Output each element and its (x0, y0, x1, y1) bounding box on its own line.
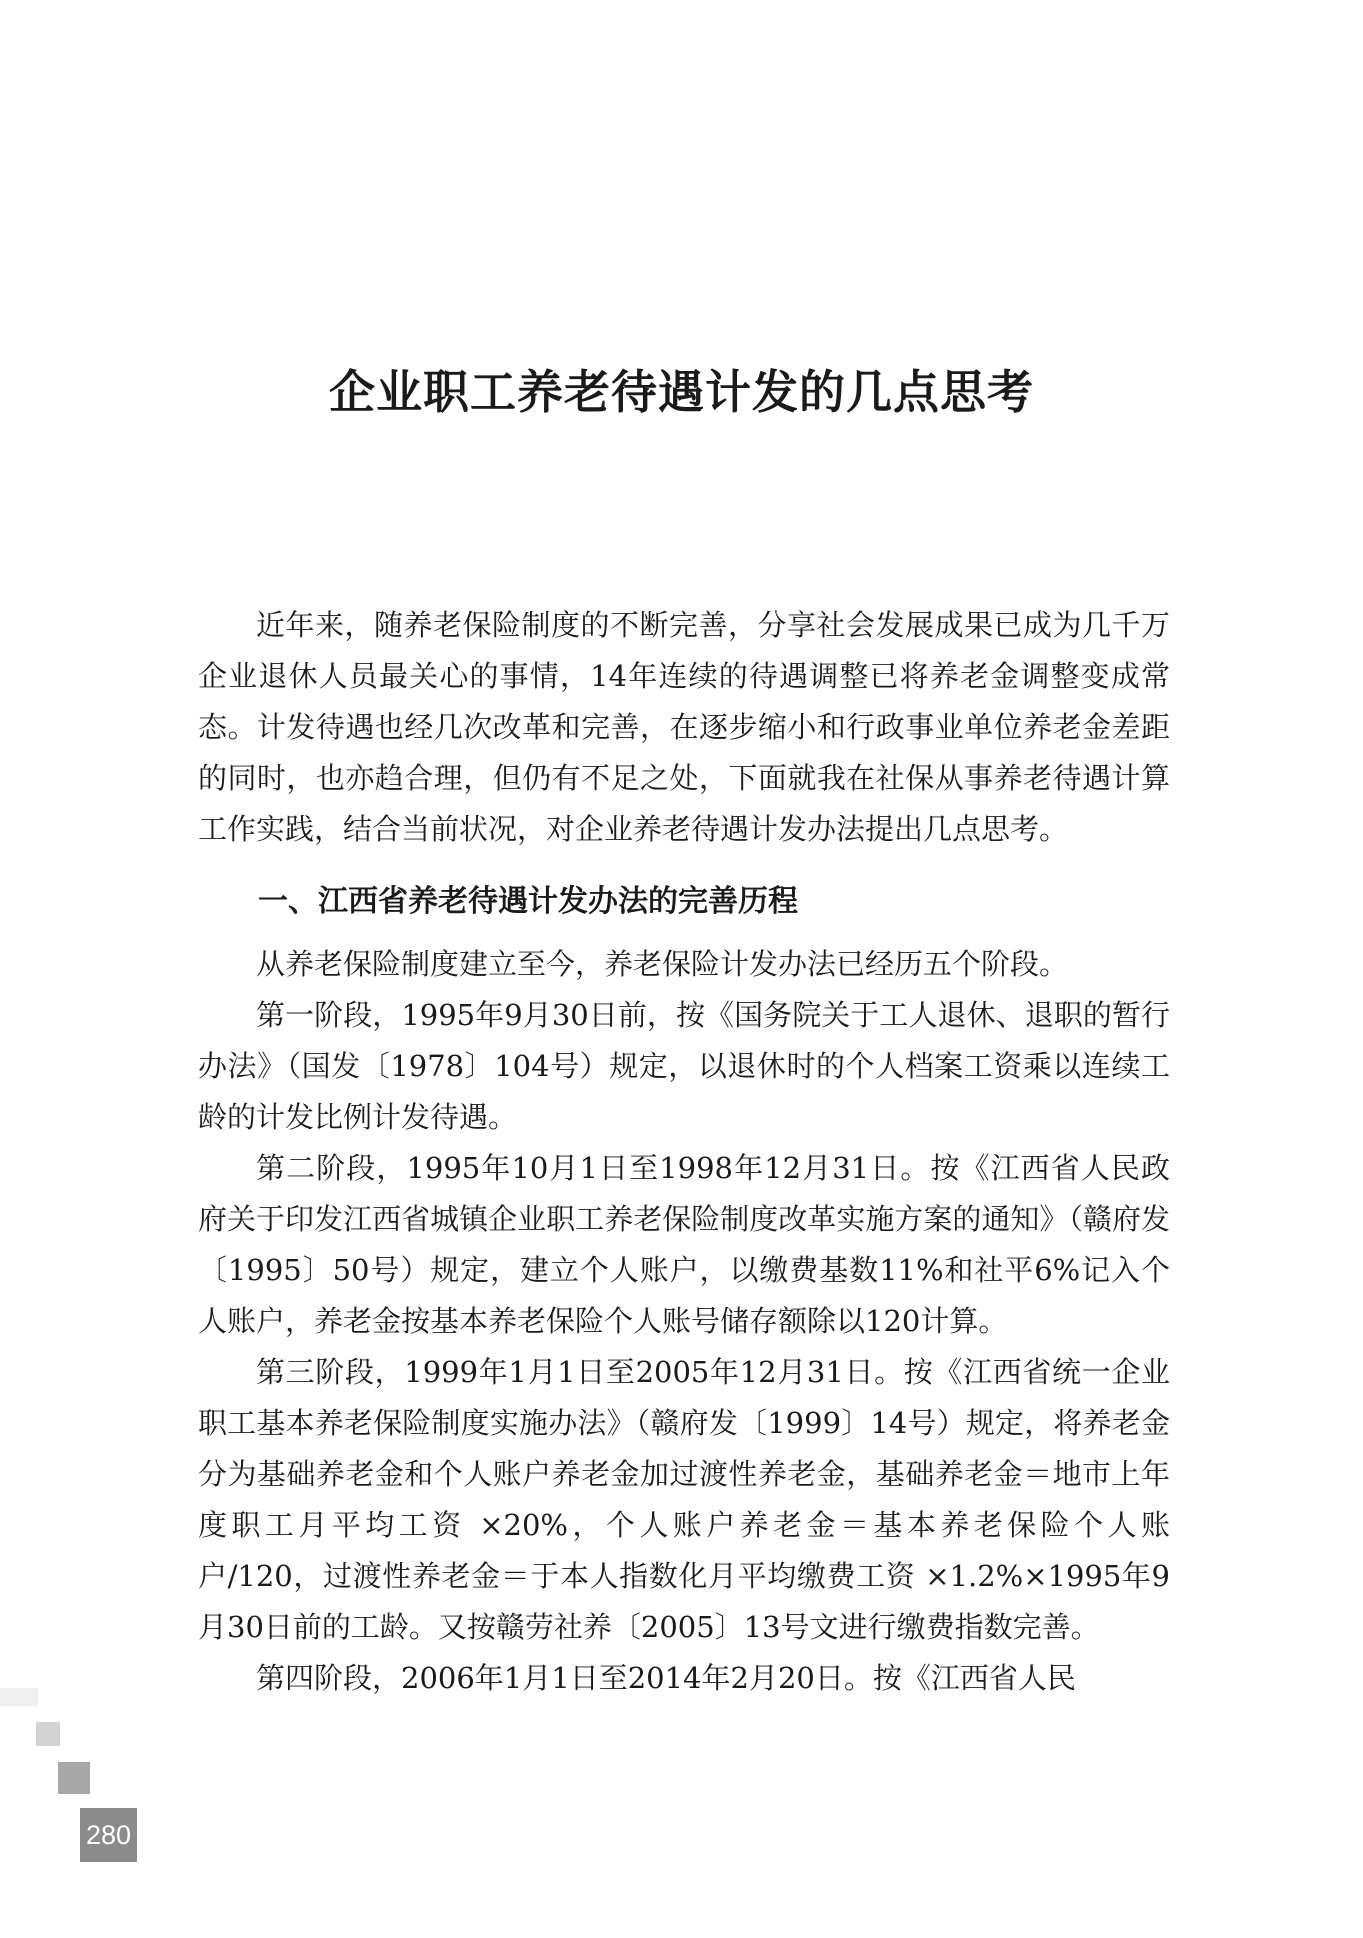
article-body (198, 600, 1170, 1704)
paragraph-2: 第一阶段，1995年9月30日前，按《国务院关于工人退休、退职的暂行办法》（国发〔1978〕104号）规定，以退休时的个人档案工资乘以连续工龄的计发比例计发待遇。 (198, 998, 1170, 1134)
decorative-square-dark (58, 1762, 90, 1794)
paragraph-4: 第三阶段，1999年1月1日至2005年12月31日。按《江西省统一企业职工基本养老保险制度实施办法》（赣府发〔1999〕14号）规定，将养老金分为基础养老金和个人账户养老金加过渡性养老金，基础养老金＝地市上年度职工月平均工资 ×20%，个人账户养老金＝基本养老保险个人账户/120，过渡性养老金＝于本人指数化月平均缴费工资 ×1.2%×1995年9月30日前的工龄。又按赣劳社养〔2005〕13号文进行缴费指数完善。 (198, 1355, 1170, 1644)
decorative-square-light (0, 1688, 38, 1706)
decorative-square-medium (36, 1722, 60, 1746)
paragraph-3: 第二阶段，1995年10月1日至1998年12月31日。按《江西省人民政府关于印发江西省城镇企业职工养老保险制度改革实施方案的通知》（赣府发〔1995〕50号）规定，建立个人账户，以缴费基数11%和社平6%记入个人账户，养老金按基本养老保险个人账号储存额除以120计算。 (198, 1151, 1170, 1338)
paragraph-5: 第四阶段，2006年1月1日至2014年2月20日。按《江西省人民 (256, 1661, 1076, 1695)
page-title: 企业职工养老待遇计发的几点思考 (329, 365, 1034, 419)
page-number: 280 (80, 1808, 137, 1862)
paragraph-1: 从养老保险制度建立至今，养老保险计发办法已经历五个阶段。 (256, 947, 1069, 981)
section-heading: 一、江西省养老待遇计发办法的完善历程 (258, 884, 798, 919)
intro-paragraph: 近年来，随养老保险制度的不断完善，分享社会发展成果已成为几千万企业退休人员最关心的事情，14年连续的待遇调整已将养老金调整变成常态。计发待遇也经几次改革和完善，在逐步缩小和行政事业单位养老金差距的同时，也亦趋合理，但仍有不足之处，下面就我在社保从事养老待遇计算工作实践，结合当前状况，对企业养老待遇计发办法提出几点思考。 (198, 608, 1170, 846)
